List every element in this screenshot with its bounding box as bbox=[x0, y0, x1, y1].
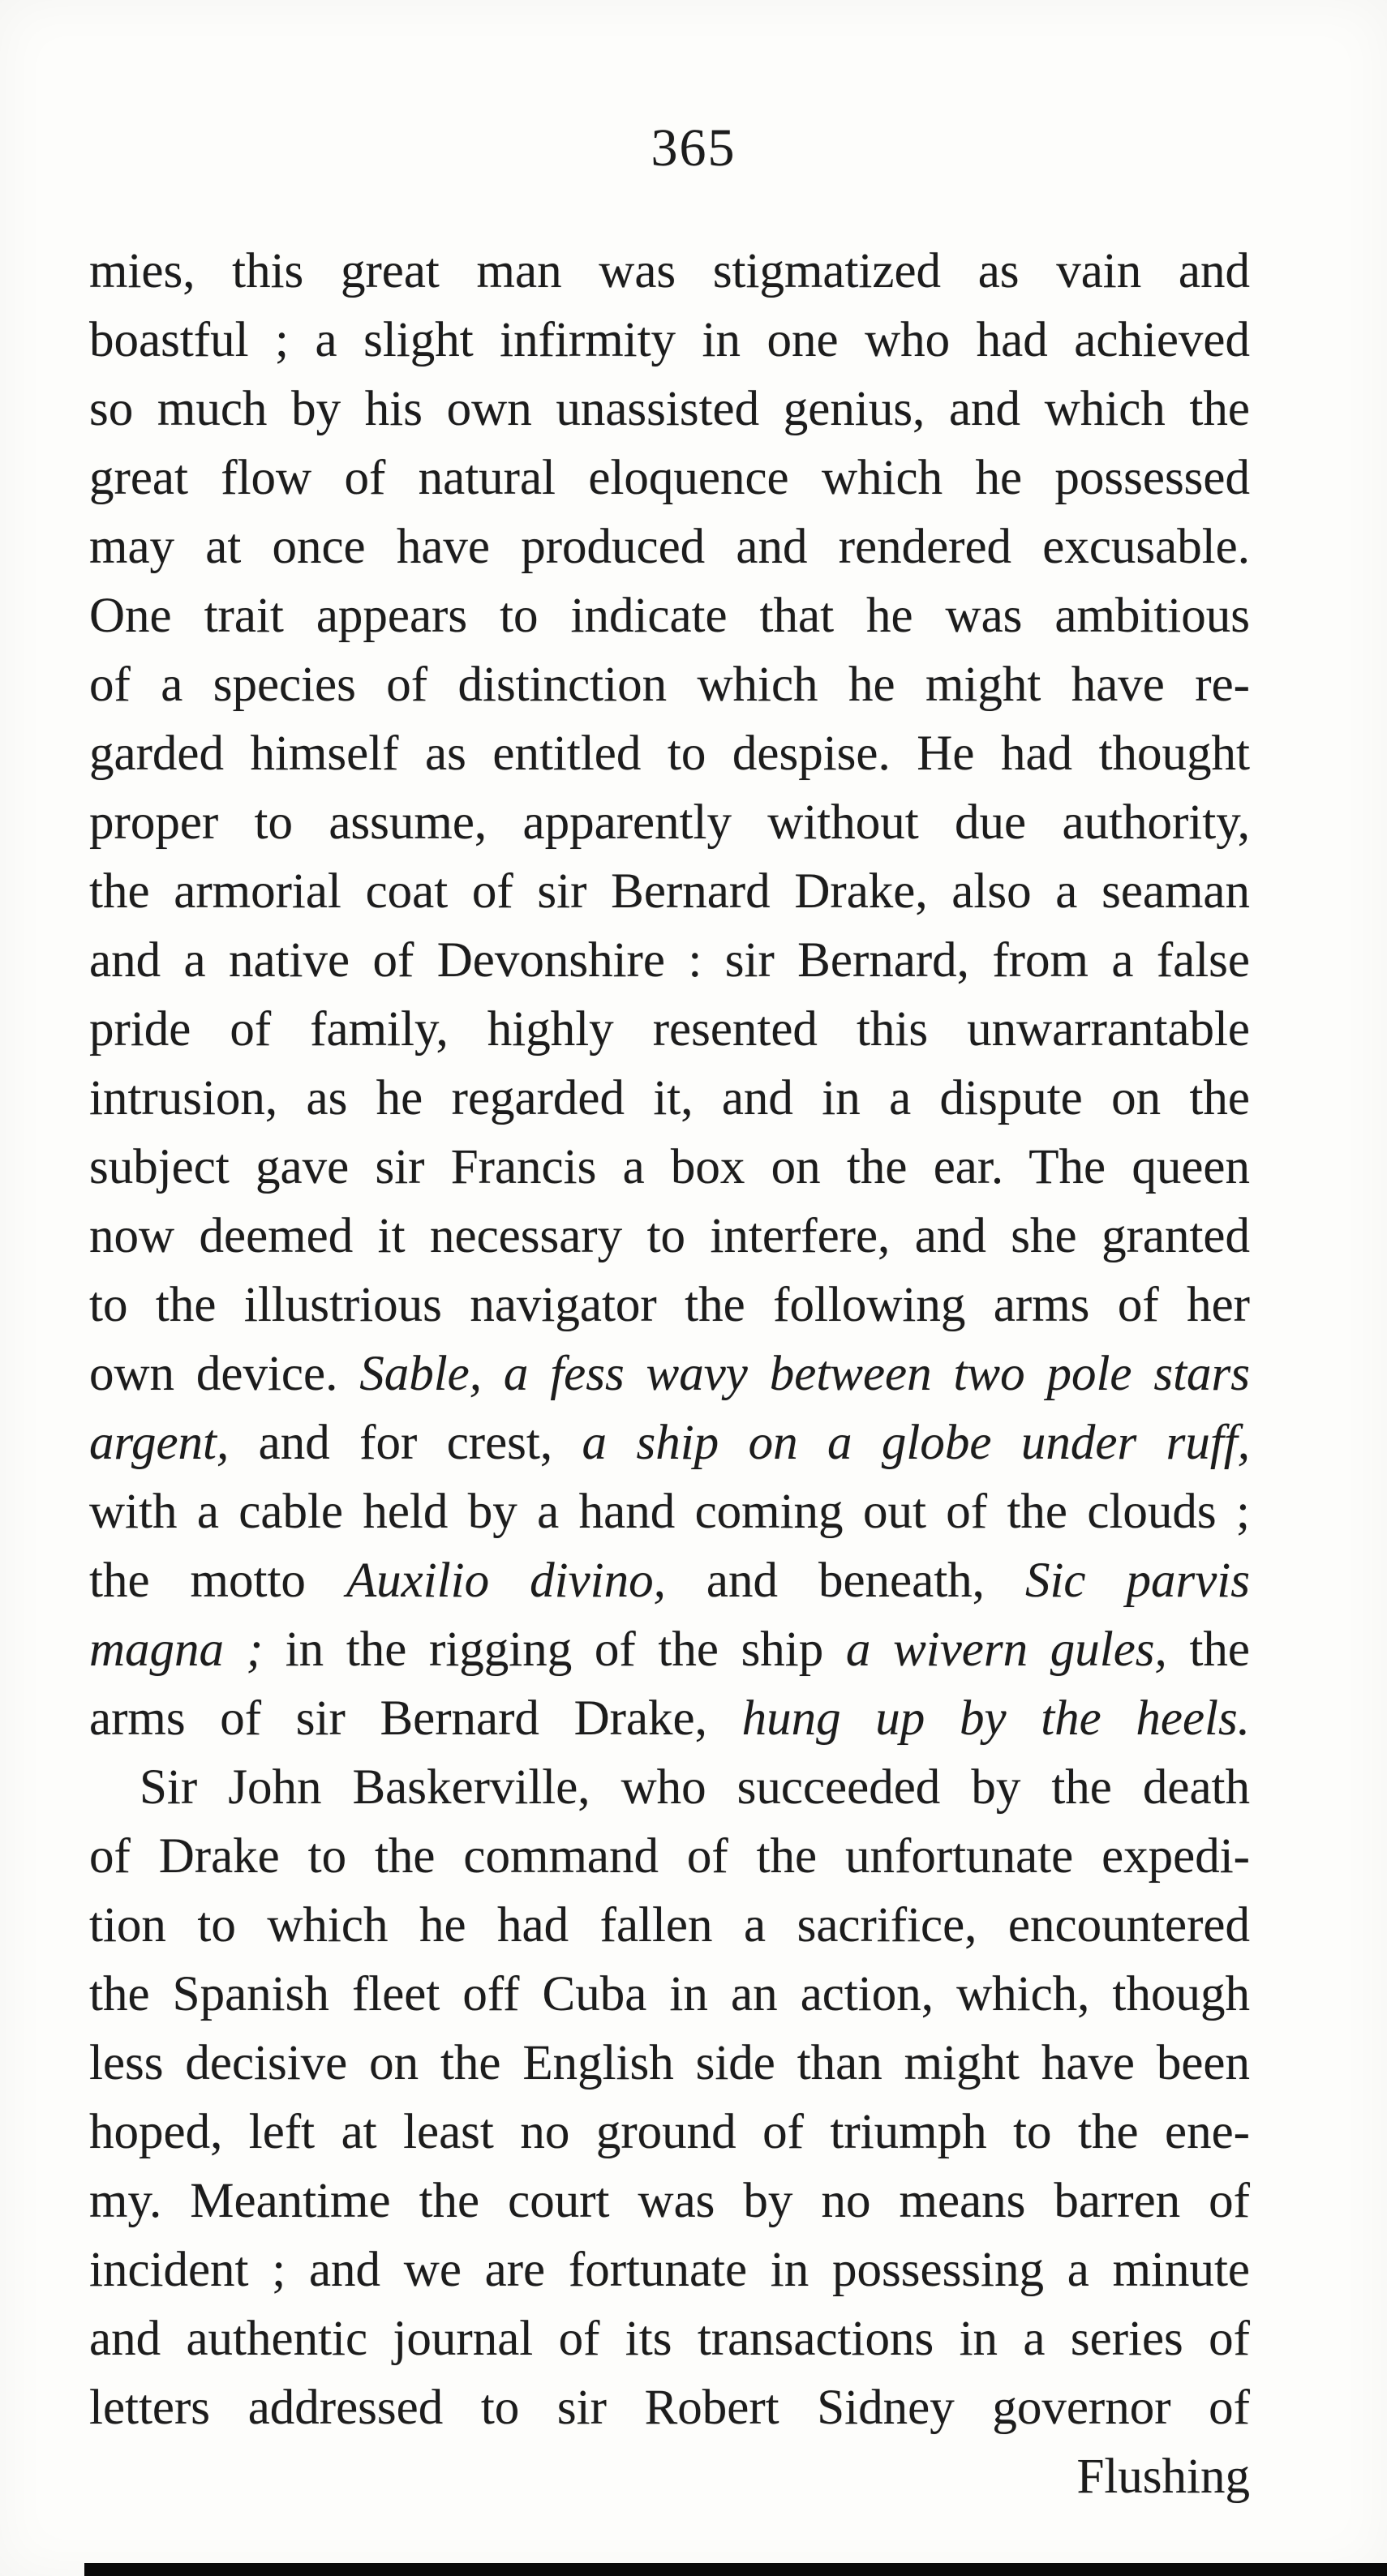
text-segment: the Spanish fleet off Cuba in an action, which, though bbox=[89, 1967, 1250, 2021]
text-segment: less decisive on the English side than might have been bbox=[89, 2036, 1250, 2090]
text-segment: in the rigging of the ship bbox=[263, 1622, 846, 1677]
text-line bbox=[89, 857, 1250, 926]
text-segment: of a species of distinction which he might have re- bbox=[89, 658, 1250, 712]
text-line bbox=[89, 581, 1250, 650]
text-segment-italic: argent, bbox=[89, 1416, 230, 1470]
text-segment-italic: a wivern gules, bbox=[845, 1622, 1167, 1677]
text-segment: may at once have produced and rendered excusable. bbox=[89, 520, 1250, 574]
text-segment: hoped, left at least no ground of triumph to the ene- bbox=[89, 2105, 1250, 2159]
scan-edge-artifact bbox=[84, 2563, 1387, 2576]
text-segment-italic: hung up by the heels. bbox=[741, 1691, 1250, 1746]
text-line bbox=[89, 788, 1250, 857]
text-line bbox=[89, 2304, 1250, 2373]
text-segment: garded himself as entitled to despise. He had thought bbox=[89, 727, 1250, 781]
text-line bbox=[89, 719, 1250, 788]
text-segment-italic: a ship on a globe under ruff, bbox=[582, 1416, 1250, 1470]
text-segment-italic: Auxilio divino, bbox=[346, 1554, 666, 1608]
text-segment: boastful ; a slight infirmity in one who had achieved bbox=[89, 313, 1250, 367]
text-line bbox=[89, 1064, 1250, 1133]
text-segment: now deemed it necessary to interfere, and she granted bbox=[89, 1209, 1250, 1263]
text-segment-italic: magna ; bbox=[89, 1622, 264, 1677]
text-line bbox=[89, 1477, 1250, 1546]
text-line bbox=[89, 1408, 1250, 1477]
text-segment: mies, this great man was stigmatized as vain and bbox=[89, 244, 1250, 298]
text-segment: to the illustrious navigator the following arms of her bbox=[89, 1278, 1250, 1332]
catchword-row bbox=[89, 2442, 1250, 2511]
text-segment-italic: Sic parvis bbox=[1024, 1554, 1250, 1608]
text-segment: and beneath, bbox=[665, 1554, 1025, 1608]
text-line bbox=[89, 1615, 1250, 1684]
text-segment: letters addressed to sir Robert Sidney governor of bbox=[89, 2381, 1250, 2435]
text-line bbox=[89, 1202, 1250, 1271]
text-segment: subject gave sir Francis a box on the ear. The queen bbox=[89, 1140, 1250, 1194]
text-line bbox=[89, 306, 1250, 375]
text-line bbox=[89, 1546, 1250, 1615]
text-segment: pride of family, highly resented this unwarrantable bbox=[89, 1002, 1250, 1057]
text-segment: own device. bbox=[89, 1347, 360, 1401]
text-line bbox=[89, 1822, 1250, 1891]
text-line bbox=[89, 2029, 1250, 2098]
text-segment: incident ; and we are fortunate in possessing a minute bbox=[89, 2243, 1250, 2297]
text-segment: and authentic journal of its transactions in a series of bbox=[89, 2312, 1250, 2366]
text-line bbox=[89, 926, 1250, 995]
page-number: 365 bbox=[651, 118, 736, 178]
text-line bbox=[89, 2098, 1250, 2167]
text-line bbox=[89, 1339, 1250, 1408]
text-segment: tion to which he had fallen a sacrifice, encountered bbox=[89, 1898, 1250, 1952]
text-line bbox=[89, 512, 1250, 581]
text-line bbox=[89, 650, 1250, 719]
text-segment: the motto bbox=[89, 1554, 346, 1608]
text-line bbox=[89, 1684, 1250, 1753]
text-line bbox=[89, 1960, 1250, 2029]
text-segment: arms of sir Bernard Drake, bbox=[89, 1691, 742, 1746]
body-text bbox=[89, 237, 1250, 2442]
text-segment: intrusion, as he regarded it, and in a dispute on the bbox=[89, 1071, 1250, 1125]
text-segment: One trait appears to indicate that he was ambitious bbox=[89, 589, 1250, 643]
text-segment: great flow of natural eloquence which he possessed bbox=[89, 451, 1250, 505]
text-line bbox=[89, 1753, 1250, 1822]
text-segment-italic: Sable, a fess wavy between two pole stars bbox=[359, 1347, 1250, 1401]
text-line bbox=[89, 1133, 1250, 1202]
text-line bbox=[89, 1891, 1250, 1960]
text-segment: Sir John Baskerville, who succeeded by the death bbox=[140, 1760, 1250, 1815]
text-segment: with a cable held by a hand coming out of the clouds ; bbox=[89, 1485, 1250, 1539]
text-line bbox=[89, 2235, 1250, 2304]
text-segment: proper to assume, apparently without due authority, bbox=[89, 795, 1250, 850]
text-line bbox=[89, 995, 1250, 1064]
text-segment: and a native of Devonshire : sir Bernard, from a false bbox=[89, 933, 1250, 988]
text-line bbox=[89, 1271, 1250, 1339]
text-segment: of Drake to the command of the unfortunate expedi- bbox=[89, 1829, 1250, 1884]
text-segment: the bbox=[1166, 1622, 1250, 1677]
text-line bbox=[89, 444, 1250, 512]
text-line bbox=[89, 2373, 1250, 2442]
text-segment: and for crest, bbox=[229, 1416, 582, 1470]
text-line bbox=[89, 237, 1250, 306]
catchword: Flushing bbox=[1076, 2450, 1250, 2504]
text-line bbox=[89, 375, 1250, 444]
text-segment: my. Meantime the court was by no means barren of bbox=[89, 2174, 1250, 2228]
text-line bbox=[89, 2167, 1250, 2235]
text-segment: so much by his own unassisted genius, and which the bbox=[89, 382, 1250, 436]
text-segment: the armorial coat of sir Bernard Drake, also a seaman bbox=[89, 864, 1250, 919]
